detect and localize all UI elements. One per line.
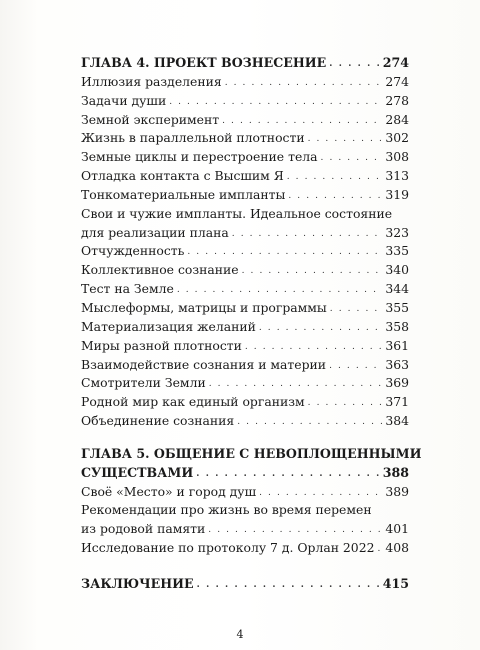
toc-entry-title-line2: из родовой памяти (81, 521, 206, 537)
toc-page-number: 274 (382, 55, 409, 70)
toc-chapter-5-line1 (81, 445, 422, 464)
toc-dot-leader (321, 149, 383, 168)
toc-dot-leader (329, 55, 379, 74)
toc-entry-title: Задачи души (81, 92, 167, 108)
toc-dot-leader (259, 319, 382, 338)
toc-entry (81, 129, 409, 148)
toc-conclusion (81, 575, 409, 594)
toc-entry (81, 318, 409, 337)
toc-entry (81, 148, 409, 167)
toc-page-number: 363 (385, 356, 409, 372)
toc-dot-leader (377, 540, 382, 559)
toc-entry (81, 73, 409, 92)
toc-dot-leader (222, 112, 382, 131)
toc-entry-title: Земной эксперимент (81, 111, 220, 127)
toc-entry (81, 242, 409, 261)
toc-page-number: 340 (385, 262, 409, 278)
toc-entry-title: Материализация желаний (81, 318, 256, 334)
toc-entry (81, 280, 409, 299)
toc-entry (81, 412, 409, 431)
toc-page-number: 361 (385, 337, 409, 353)
toc-page-number: 308 (385, 149, 409, 165)
toc-entry-title: Тест на Земле (81, 281, 174, 297)
toc-dot-leader (197, 576, 380, 595)
toc-page-number: 388 (382, 464, 409, 480)
toc-entry-title-line2: для реализации плана (81, 224, 229, 240)
toc-entry (81, 539, 409, 558)
toc-entry-title: Своё «Место» и город душ (81, 483, 257, 499)
toc-entry (81, 261, 409, 280)
toc-entry-multiline-first (81, 205, 409, 224)
toc-dot-leader (209, 375, 383, 394)
toc-dot-leader (308, 394, 383, 413)
toc-page-number: 415 (382, 575, 409, 591)
toc-dot-leader (287, 168, 383, 187)
toc-page-number: 355 (385, 299, 409, 315)
toc-entry-title: Коллективное сознание (81, 262, 239, 278)
toc-dot-leader (308, 130, 383, 149)
toc-entry-title: Мыслеформы, матрицы и программы (81, 299, 327, 315)
toc-chapter-title: ГЛАВА 4. ПРОЕКТ ВОЗНЕСЕНИЕ (81, 55, 327, 70)
toc-entry-title: Миры разной плотности (81, 337, 242, 353)
toc-page-number: 302 (385, 130, 409, 146)
toc-entry-title: Жизнь в параллельной плотности (81, 130, 305, 146)
toc-page-number: 401 (385, 521, 409, 537)
toc-page-number: 389 (385, 483, 409, 499)
toc-page-number: 335 (385, 243, 409, 259)
toc-dot-leader (330, 300, 383, 319)
section-gap (81, 431, 409, 445)
toc-entry-title: Иллюзия разделения (81, 73, 222, 89)
toc-dot-leader (245, 338, 382, 357)
toc-entry-title: Взаимодействие сознания и материи (81, 356, 327, 372)
toc-entry (81, 167, 409, 186)
toc-page-number: 274 (385, 73, 409, 89)
toc-entry (81, 483, 409, 502)
toc-entry (81, 393, 409, 412)
toc-page-number: 313 (385, 168, 409, 184)
toc-entry (81, 92, 409, 111)
toc-entry (81, 111, 409, 130)
toc-entry-title-line1: Рекомендации про жизнь во время перемен (81, 502, 372, 518)
toc-entry (81, 374, 409, 393)
toc-dot-leader (288, 187, 382, 206)
toc-dot-leader (329, 357, 382, 376)
toc-page-number: 344 (385, 281, 409, 297)
toc-entry (81, 186, 409, 205)
toc-page-number: 384 (385, 413, 409, 429)
toc-dot-leader (169, 93, 382, 112)
toc-dot-leader (242, 262, 383, 281)
toc-chapter-4 (81, 54, 409, 73)
toc-entry-title: Земные циклы и перестроение тела (81, 149, 318, 165)
toc-page-number: 371 (385, 394, 409, 410)
toc-entry-title: Родной мир как единый организм (81, 394, 305, 410)
toc-entry (81, 337, 409, 356)
toc-chapter-5-line2 (81, 464, 409, 483)
toc-entry-multiline-second (81, 520, 409, 539)
page-number: 4 (236, 628, 244, 641)
toc-dot-leader (232, 225, 383, 244)
toc-dot-leader (177, 281, 383, 300)
toc-entry-title: Отладка контакта с Высшим Я (81, 168, 284, 184)
toc-entry-multiline-first (81, 501, 409, 520)
toc-dot-leader (259, 484, 382, 503)
table-of-contents (81, 54, 422, 594)
toc-dot-leader (208, 521, 382, 540)
toc-dot-leader (196, 465, 379, 484)
toc-page-number: 408 (385, 540, 409, 556)
toc-entry-title: Объединение сознания (81, 413, 235, 429)
toc-chapter-title-line1: ГЛАВА 5. ОБЩЕНИЕ С НЕВОПЛОЩЕННЫМИ (81, 445, 422, 461)
toc-entry-title: Исследование по протоколу 7 д. Орлан 2022 (81, 540, 375, 556)
toc-chapter-title-line2: СУЩЕСТВАМИ (81, 464, 194, 480)
toc-entry (81, 299, 409, 318)
toc-page-number: 278 (385, 92, 409, 108)
toc-dot-leader (237, 413, 382, 432)
toc-dot-leader (225, 74, 383, 93)
toc-page-number: 358 (385, 318, 409, 334)
toc-entry-title-line1: Свои и чужие импланты. Идеальное состояние (81, 205, 393, 221)
toc-page-number: 319 (385, 186, 409, 202)
toc-entry (81, 356, 409, 375)
toc-page-number: 284 (385, 111, 409, 127)
toc-entry-title: Отчужденность (81, 243, 185, 259)
toc-conclusion-title: ЗАКЛЮЧЕНИЕ (81, 575, 194, 591)
toc-page-number: 369 (385, 375, 409, 391)
section-gap (81, 558, 409, 575)
toc-dot-leader (187, 243, 382, 262)
toc-page-number: 323 (385, 224, 409, 240)
toc-entry-title: Смотрители Земли (81, 375, 206, 391)
toc-entry-multiline-second (81, 224, 409, 243)
toc-entry-title: Тонкоматериальные импланты (81, 186, 286, 202)
